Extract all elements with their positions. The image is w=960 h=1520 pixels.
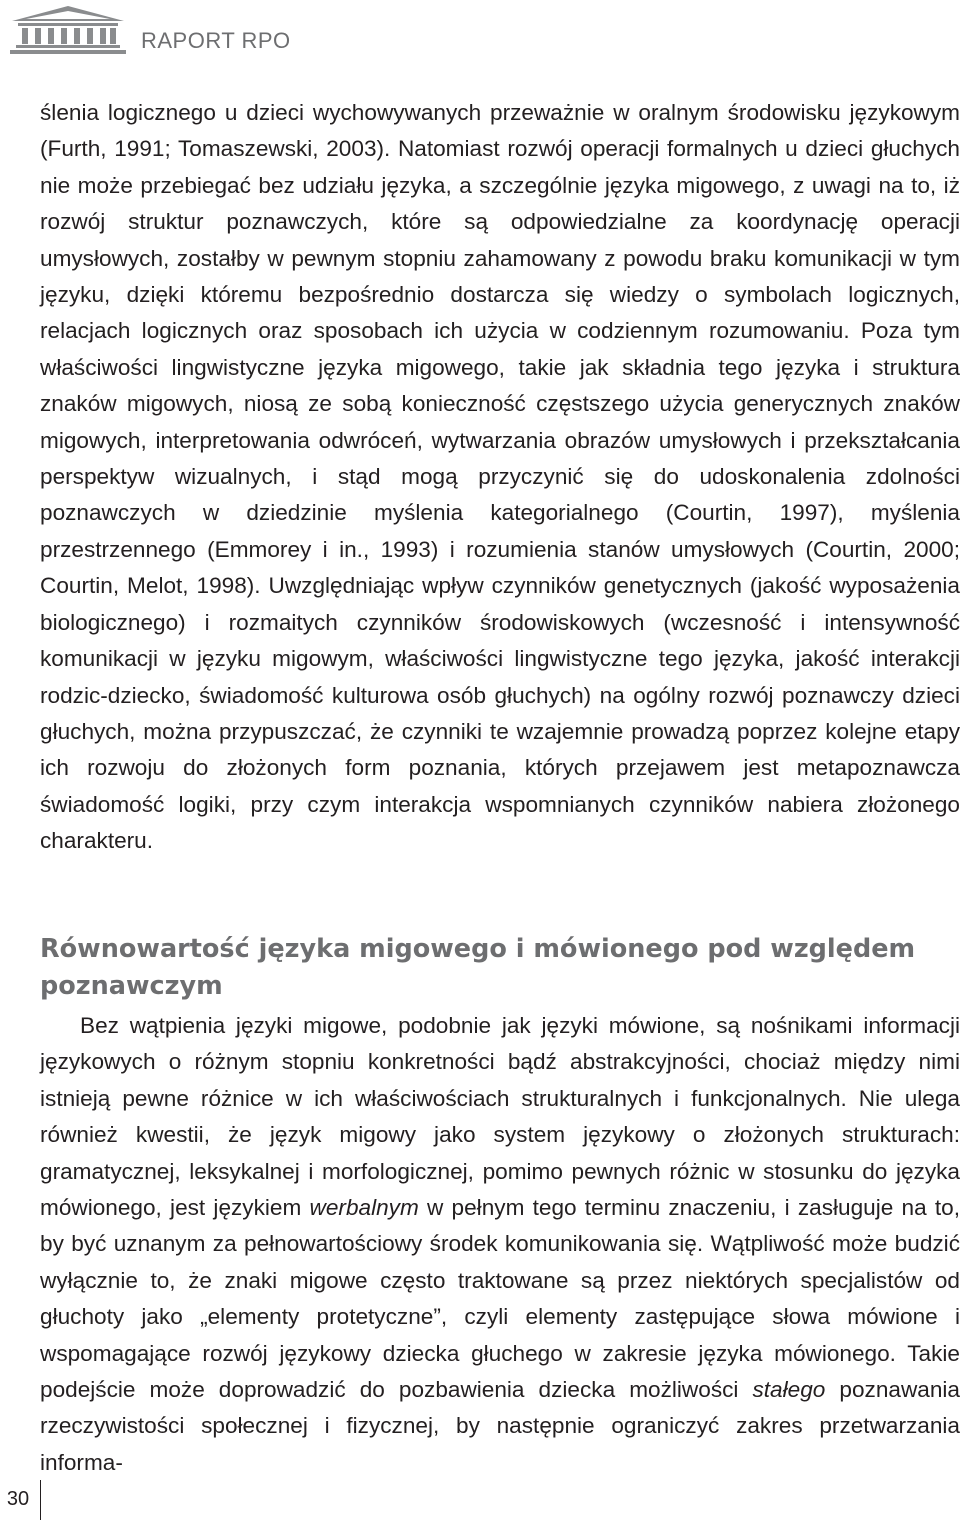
text-run: poznawania rzeczywistości społecznej i fizycznej, by następnie ograniczyć zakres przetwarzania informa- [40,1377,960,1475]
text-run: Bez wątpienia języki migowe, podobnie jak języki mówione, są nośnikami informacji językowych o różnym stopniu konkretności bądź abstrakcyjności, chociaż między nimi istnieją pewne różnice w ich właściwościach strukturalnych i funkcjonalnych. Nie ulega również kwestii, że język migowy jako system językowy o złożonych strukturach: gramatycznej, leksykalnej i morfologicznej, pomimo pewnych różnic w stosunku do języka mówionego, jest językiem [40,1013,960,1221]
rpo-building-logo-icon [6,4,130,56]
italic-term: werbalnym [309,1195,419,1221]
paragraph: ślenia logicznego u dzieci wychowywanych przeważnie w oralnym środowisku językowym (Furth, 1991; Tomaszewski, 2003). Natomiast rozwój operacji formalnych u dzieci głuchych nie może przebiegać bez udziału języka, a szczególnie języka migowego, z uwagi na to, iż rozwój struktur poznawczych, które są odpowiedzialne za koordynację operacji umysłowych, zostałby w pewnym stopniu zahamowany z powodu braku komunikacji w tym języku, dzięki któremu bezpośrednio dostarcza się wiedzy o symbolach logicznych, relacjach logicznych oraz sposobach ich użycia w codziennym rozumowaniu. Poza tym właściwości lingwistyczne języka migowego, takie jak składnia tego języka i struktura znaków migowych, niosą ze sobą konieczność częstszego użycia generycznych znaków migowych, interpretowania odwróceń, wytwarzania obrazów umysłowych i przekształcania perspektyw wizualnych, i stąd mogą przyczynić się do udoskonalenia zdolności poznawczych w dziedzinie myślenia kategorialnego (Courtin, 1997), myślenia przestrzennego (Emmorey i in., 1993) i rozumienia stanów umysłowych (Courtin, 2000; Courtin, Melot, 1998). Uwzględniając wpływ czynników genetycznych (jakość wyposażenia biologicznego) i rozmaitych czynników środowiskowych (wczesność i intensywność komunikacji w języku migowym, właściwości lingwistyczne tego języka, jakość interakcji rodzic-dziecko, świadomość kulturowa osób głuchych) na ogólny rozwój poznawczy dzieci głuchych, można przypuszczać, że czynniki te wzajemnie prowadzą poprzez kolejne etapy ich rozwoju do złożonych form poznania, których przejawem jest metapoznawcza świadomość logiki, przy czym interakcja wspomnianych czynników nabiera złożonego charakteru. [40,100,960,854]
body-text-continuation [40,95,960,860]
header-title: RAPORT RPO [141,28,291,53]
italic-term: stałego [752,1377,826,1403]
page-number: 30 [6,1488,30,1510]
text-run: w pełnym tego terminu znaczeniu, i zasługuje na to, by być uznanym za pełnowartościowy środek komunikowania się. Wątpliwość może budzić wyłącznie to, że znaki migowe często traktowane są przez niektórych specjalistów od głuchoty jako „elementy protetyczne”, czyli elementy zastępujące słowa mówione i wspomagające rozwój językowy dziecka głuchego w zakresie języka mówionego. Takie podejście może doprowadzić do pozbawienia dziecka możliwości [40,1195,960,1403]
section-body [40,1008,960,1481]
margin-rule [40,1480,41,1520]
paragraph [40,1008,960,1481]
page-header [0,0,960,80]
section-heading: Równowartość języka migowego i mówionego pod względem poznawczym [40,934,916,1001]
